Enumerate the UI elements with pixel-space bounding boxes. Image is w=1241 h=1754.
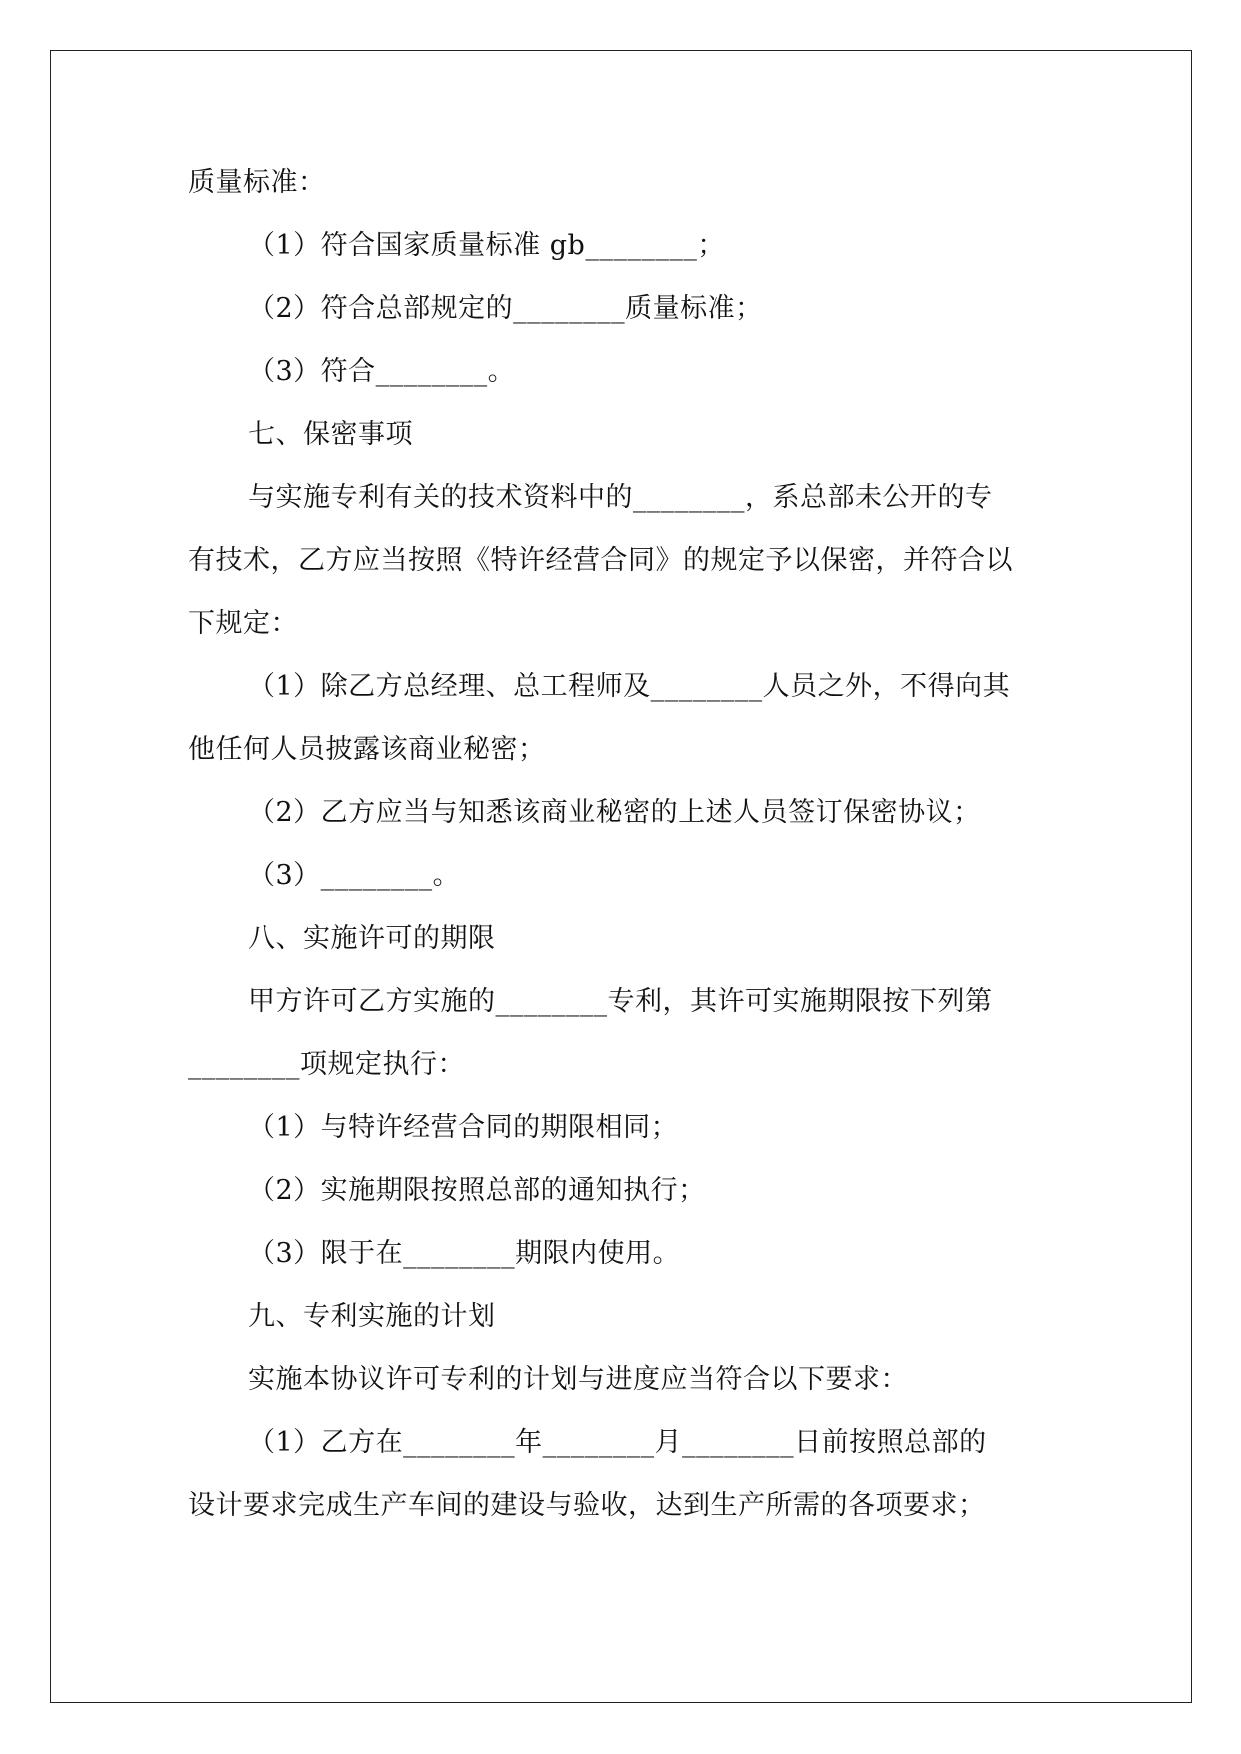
section-label-quality-standard: 质量标准： bbox=[188, 167, 326, 198]
confidentiality-item-1-line-2: 他任何人员披露该商业秘密； bbox=[188, 734, 546, 765]
confidentiality-item-3: （3）________。 bbox=[248, 860, 461, 891]
confidentiality-item-2: （2）乙方应当与知悉该商业秘密的上述人员签订保密协议； bbox=[248, 797, 981, 828]
implementation-item-1-line-2: 设计要求完成生产车间的建设与验收，达到生产所需的各项要求； bbox=[188, 1490, 986, 1521]
license-term-paragraph-line-2: ________项规定执行： bbox=[188, 1049, 465, 1080]
quality-item-2: （2）符合总部规定的________质量标准； bbox=[248, 293, 763, 324]
quality-item-3: （3）符合________。 bbox=[248, 356, 516, 387]
heading-license-term: 八、实施许可的期限 bbox=[248, 923, 496, 954]
license-term-item-1: （1）与特许经营合同的期限相同； bbox=[248, 1112, 679, 1143]
implementation-item-1-line-1: （1）乙方在________年________月________日前按照总部的 bbox=[248, 1427, 987, 1458]
confidentiality-item-1-line-1: （1）除乙方总经理、总工程师及________人员之外，不得向其 bbox=[248, 671, 1011, 702]
quality-item-1: （1）符合国家质量标准 gb________； bbox=[248, 230, 725, 261]
heading-confidentiality: 七、保密事项 bbox=[248, 419, 413, 450]
heading-implementation-plan: 九、专利实施的计划 bbox=[248, 1301, 496, 1332]
implementation-plan-paragraph: 实施本协议许可专利的计划与进度应当符合以下要求： bbox=[248, 1364, 908, 1395]
license-term-item-2: （2）实施期限按照总部的通知执行； bbox=[248, 1175, 706, 1206]
confidentiality-paragraph-line-3: 下规定： bbox=[188, 608, 298, 639]
license-term-paragraph-line-1: 甲方许可乙方实施的________专利，其许可实施期限按下列第 bbox=[248, 986, 993, 1017]
confidentiality-paragraph-line-2: 有技术，乙方应当按照《特许经营合同》的规定予以保密，并符合以 bbox=[188, 545, 1013, 576]
confidentiality-paragraph-line-1: 与实施专利有关的技术资料中的________，系总部未公开的专 bbox=[248, 482, 993, 513]
license-term-item-3: （3）限于在________期限内使用。 bbox=[248, 1238, 681, 1269]
